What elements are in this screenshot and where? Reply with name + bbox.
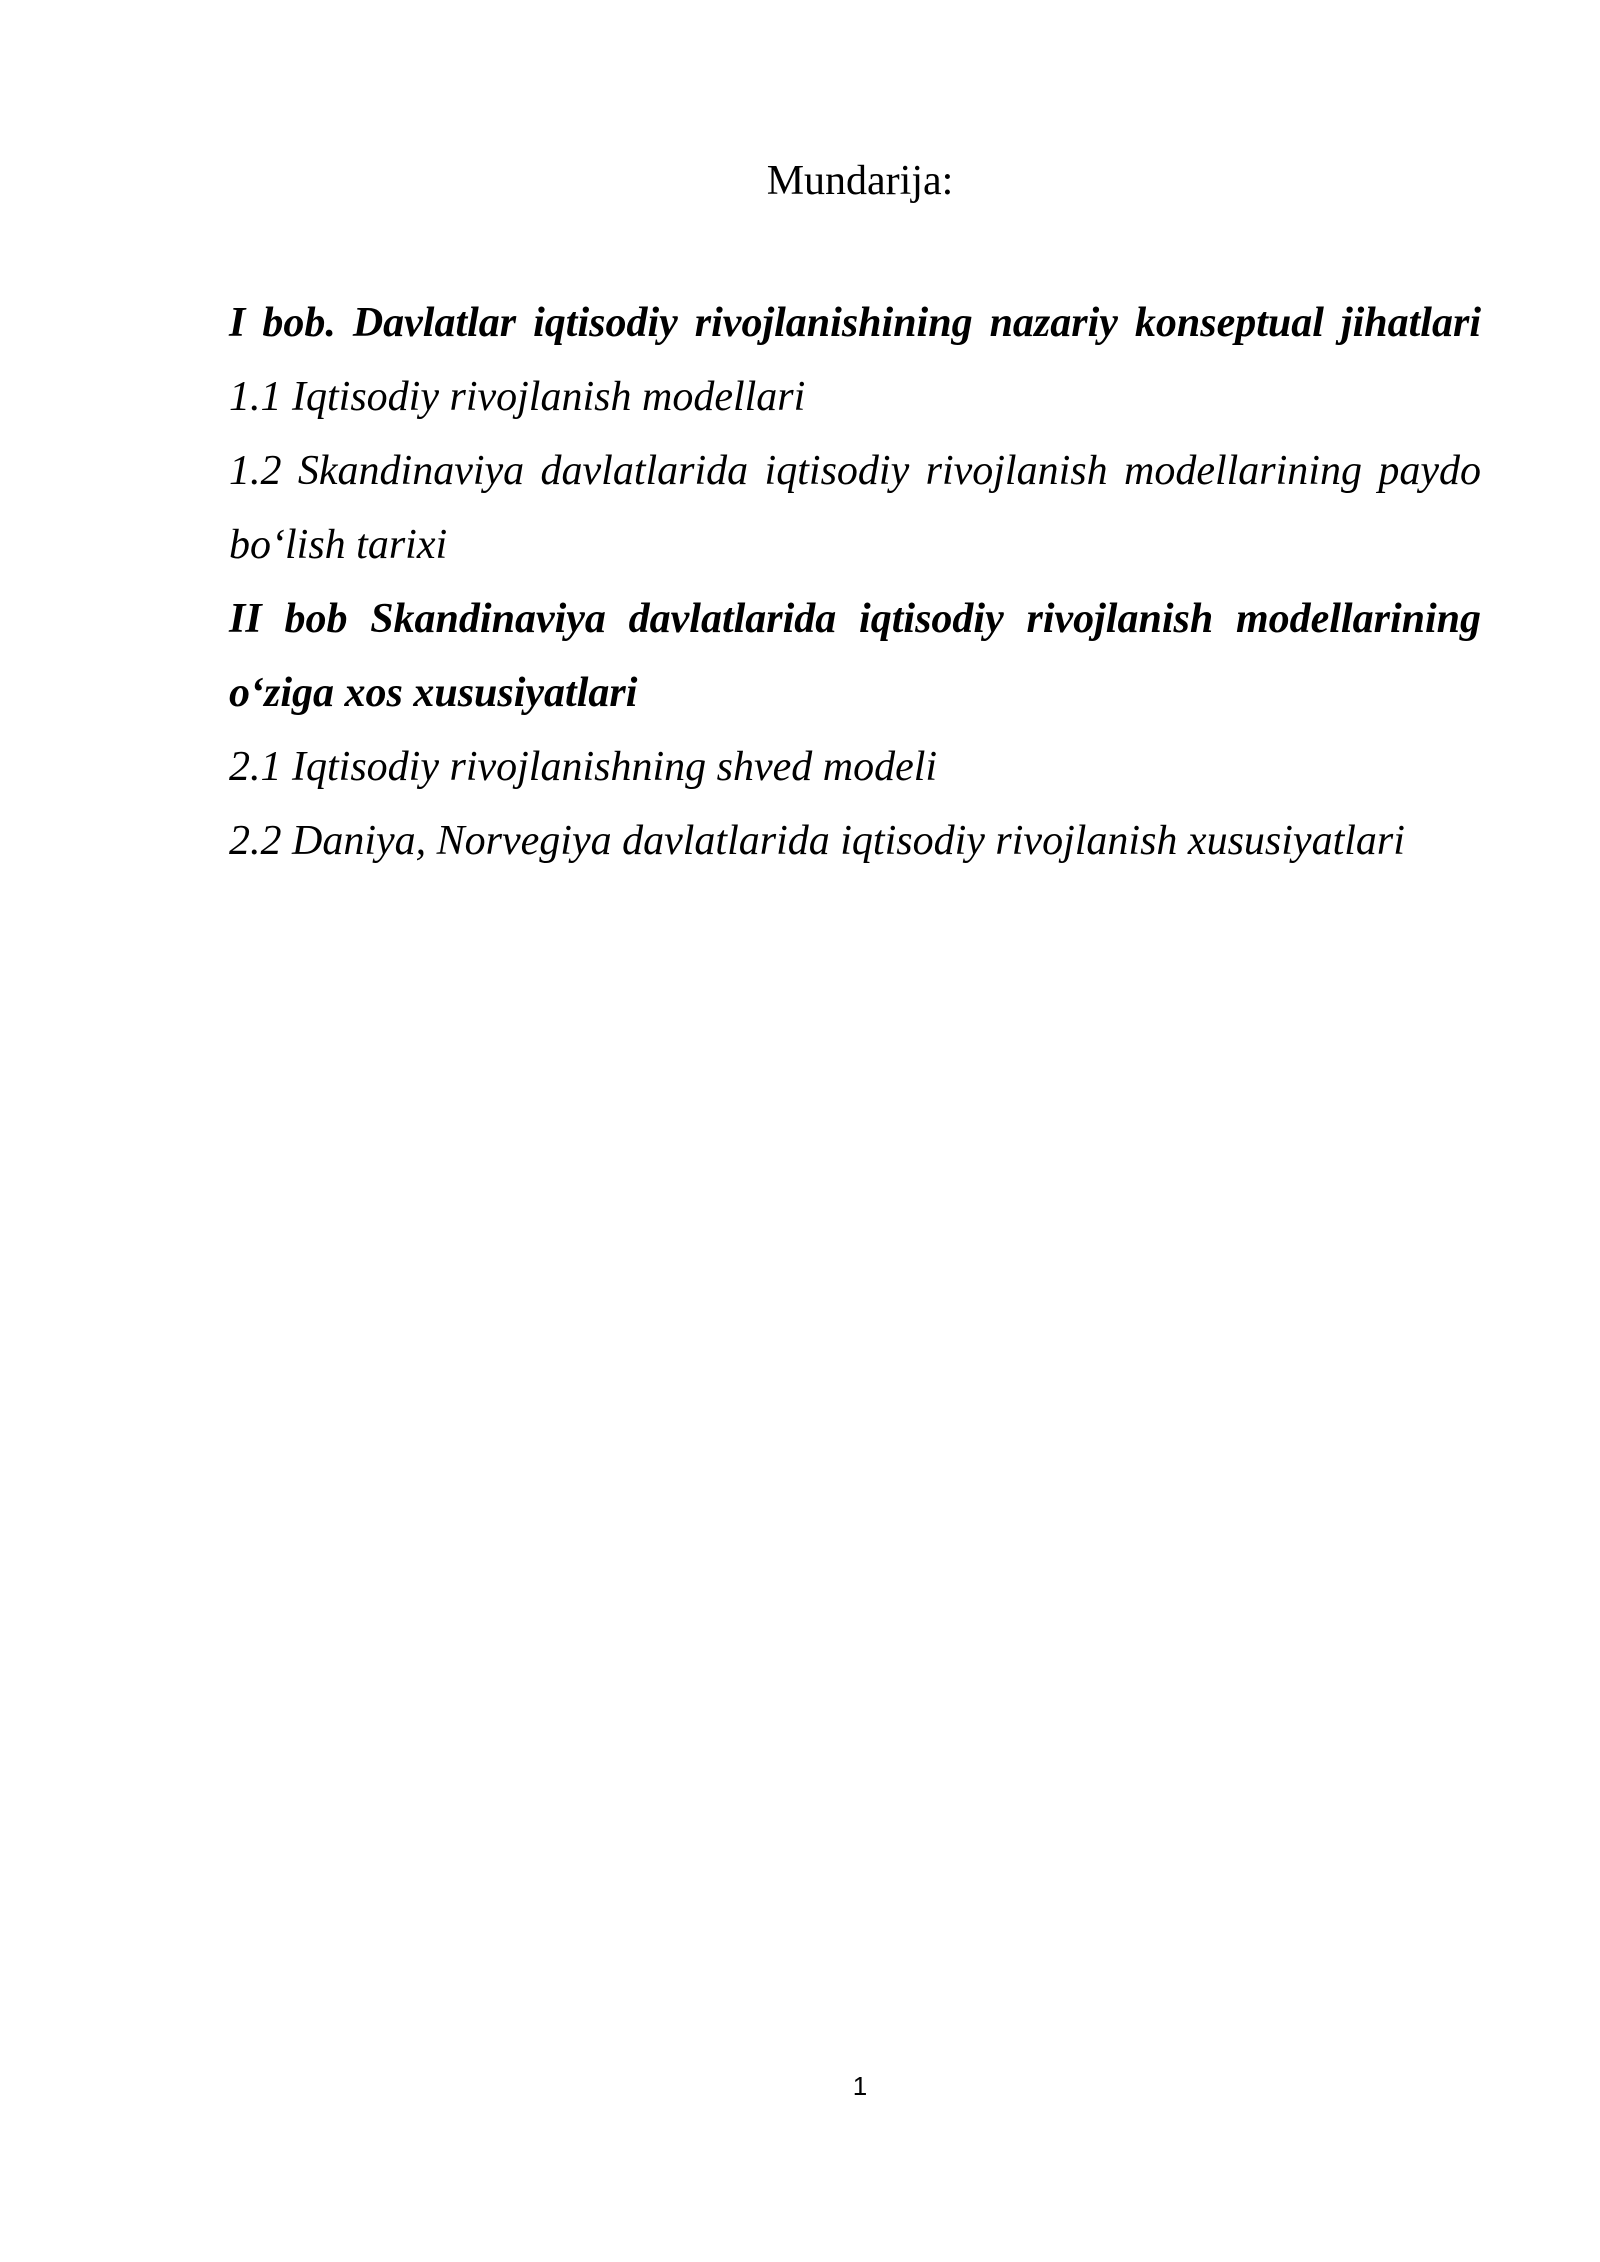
table-of-contents-title: Mundarija:: [766, 158, 954, 204]
toc-chapter-1: I bob. Davlatlar iqtisodiy rivojlanishining nazariy konseptual jihatlari: [229, 300, 1481, 346]
page-number: 1: [852, 2071, 868, 2101]
table-of-contents: [229, 286, 1481, 878]
toc-chapter-2: II bob Skandinaviya davlatlarida iqtisodiy rivojlanish modellarining o‘ziga xos xususiyatlari: [229, 596, 1481, 716]
toc-section-2-2: 2.2 Daniya, Norvegiya davlatlarida iqtisodiy rivojlanish xususiyatlari: [229, 818, 1405, 864]
toc-section-2-1: 2.1 Iqtisodiy rivojlanishning shved modeli: [229, 744, 938, 790]
toc-section-1-1: 1.1 Iqtisodiy rivojlanish modellari: [229, 374, 806, 420]
toc-section-1-2: 1.2 Skandinaviya davlatlarida iqtisodiy rivojlanish modellarining paydo bo‘lish tarixi: [229, 448, 1481, 568]
